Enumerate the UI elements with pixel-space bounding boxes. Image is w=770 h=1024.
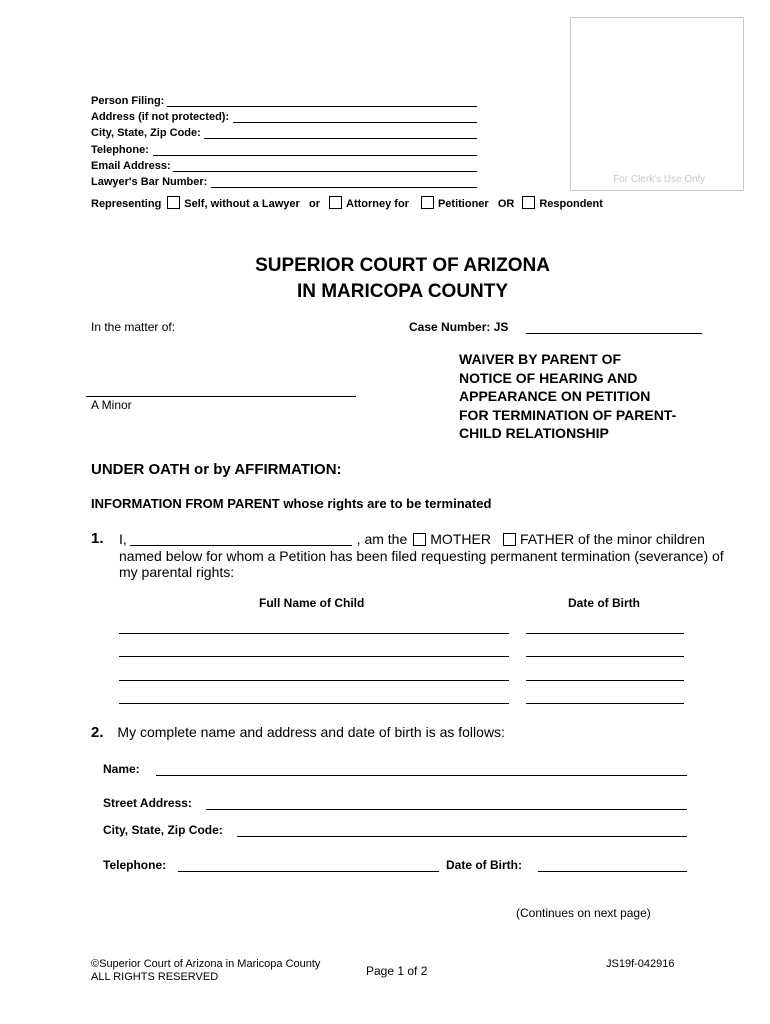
email-field[interactable] [173, 171, 477, 172]
mother-label: MOTHER [430, 531, 491, 547]
court-title-line1: SUPERIOR COURT OF ARIZONA [255, 255, 550, 276]
city-label: City, State, Zip Code: [103, 823, 223, 837]
telephone-field[interactable] [153, 155, 477, 156]
child-dob-header: Date of Birth [568, 596, 640, 610]
address-label: Address (if not protected): [91, 111, 230, 124]
form-code: JS19f-042916 [606, 958, 675, 970]
section-1-number: 1. [91, 530, 104, 547]
telephone-label: Telephone: [91, 143, 149, 156]
page-number: Page 1 of 2 [366, 964, 428, 978]
info-heading: INFORMATION FROM PARENT whose rights are to be terminated [91, 496, 492, 511]
child-dob-field[interactable] [526, 680, 684, 681]
self-checkbox[interactable] [167, 196, 180, 209]
document-title-line: APPEARANCE ON PETITION [459, 388, 651, 404]
city-state-zip-field[interactable] [204, 138, 477, 139]
minor-name-field[interactable] [86, 396, 356, 397]
rights-text: ALL RIGHTS RESERVED [91, 971, 219, 983]
city-state-zip-label: City, State, Zip Code: [91, 127, 201, 140]
continues-note: (Continues on next page) [516, 906, 651, 920]
child-name-field[interactable] [119, 703, 509, 704]
street-field[interactable] [206, 809, 687, 810]
city-field[interactable] [237, 836, 687, 837]
person-filing-field[interactable] [167, 106, 477, 107]
dob-label: Date of Birth: [446, 858, 522, 872]
document-title [459, 350, 676, 443]
street-label: Street Address: [103, 796, 192, 810]
child-dob-field[interactable] [526, 656, 684, 657]
or-label-2: OR [497, 198, 515, 210]
person-filing-label: Person Filing: [91, 95, 165, 107]
petitioner-label: Petitioner [437, 198, 489, 210]
child-dob-field[interactable] [526, 703, 684, 704]
section-2 [91, 724, 505, 741]
matter-label: In the matter of: [91, 320, 176, 334]
or-label: or [309, 198, 320, 210]
self-label: Self, without a Lawyer [184, 198, 300, 210]
section-2-text: My complete name and address and date of birth is as follows: [117, 724, 505, 740]
child-name-field[interactable] [119, 680, 509, 681]
document-title-line: NOTICE OF HEARING AND [459, 369, 638, 386]
representing-row [91, 196, 603, 210]
child-name-field[interactable] [119, 656, 509, 657]
court-title-line2: IN MARICOPA COUNTY [296, 281, 509, 302]
filer-info [91, 93, 229, 190]
case-number-field[interactable] [526, 333, 702, 334]
respondent-checkbox[interactable] [522, 196, 535, 209]
oath-heading: UNDER OATH or by AFFIRMATION: [91, 461, 342, 478]
clerk-use-label: For Clerk's Use Only [613, 174, 705, 185]
footer-copyright [91, 958, 320, 984]
dob-field[interactable] [538, 871, 687, 872]
address-field[interactable] [233, 122, 477, 123]
bar-number-field[interactable] [211, 187, 477, 188]
father-checkbox[interactable] [503, 533, 516, 546]
name-label: Name: [103, 762, 140, 776]
phone-label: Telephone: [103, 858, 167, 872]
document-title-line: WAIVER BY PARENT OF [459, 351, 622, 367]
child-dob-field[interactable] [526, 633, 684, 634]
document-title-line: FOR TERMINATION OF PARENT- [459, 406, 677, 423]
child-name-header: Full Name of Child [259, 596, 365, 610]
name-field[interactable] [156, 775, 687, 776]
section-2-number: 2. [91, 724, 104, 741]
clerk-use-box [570, 17, 744, 191]
parent-name-field[interactable] [130, 545, 352, 546]
section-1-line2: named below for whom a Petition has been filed requesting permanent termination (severance) of [119, 547, 724, 564]
am-the-label: , am the [356, 531, 408, 547]
father-label: FATHER of the minor children [519, 531, 705, 547]
section-1 [91, 530, 724, 581]
representing-label: Representing [91, 198, 162, 210]
section-1-line3: my parental rights: [119, 564, 235, 580]
mother-checkbox[interactable] [413, 533, 426, 546]
attorney-label: Attorney for [346, 198, 409, 210]
document-title-line: CHILD RELATIONSHIP [459, 425, 609, 441]
copyright-text: ©Superior Court of Arizona in Maricopa County [91, 958, 321, 970]
email-label: Email Address: [91, 159, 171, 172]
phone-field[interactable] [178, 871, 439, 872]
bar-number-label: Lawyer's Bar Number: [91, 175, 208, 188]
i-label: I, [119, 531, 127, 547]
petitioner-checkbox[interactable] [421, 196, 434, 209]
attorney-checkbox[interactable] [329, 196, 342, 209]
child-name-field[interactable] [119, 633, 509, 634]
respondent-label: Respondent [539, 198, 603, 210]
minor-label: A Minor [91, 398, 132, 412]
case-number-label: Case Number: JS [409, 320, 509, 334]
